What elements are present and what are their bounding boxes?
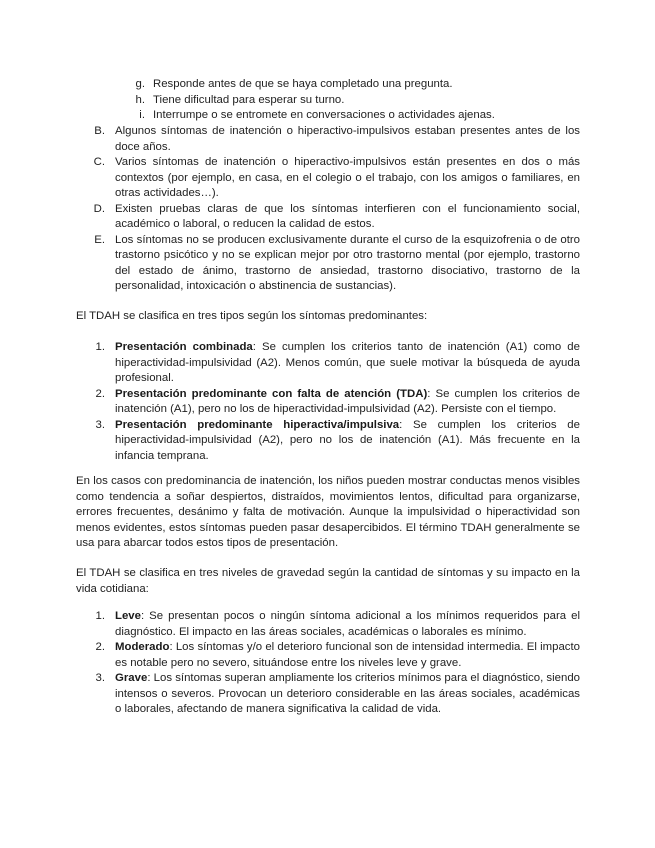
list-item-text: : Se presentan pocos o ningún síntoma adicional a los mínimos requeridos para el diagnóstico. El impacto en las áreas sociales, académicas o laborales es mínimo.	[115, 610, 580, 638]
types-list	[95, 340, 580, 464]
list-item	[94, 233, 580, 295]
list-marker: 2.	[95, 641, 105, 653]
list-item	[135, 77, 553, 93]
list-item	[95, 387, 580, 418]
list-item-text: Los síntomas no se producen exclusivamente durante el curso de la esquizofrenia o de otro trastorno psicótico y no se explican mejor por otro trastorno mental (por ejemplo, trastorno del estado de ánimo, trastorno de ansiedad, trastorno disociativo, trastorno de la personalidad, intoxicación o abstinencia de sustancias).	[115, 233, 580, 292]
list-item	[93, 155, 580, 202]
inattention-paragraph: En los casos con predominancia de inatención, los niños pueden mostrar conductas menos visibles como tendencia a soñar despiertos, distraídos, movimientos lentos, dificultad para organizarse, errores frecuentes, desánimo y falta de motivación. Aunque la impulsividad o hiperactividad son menos evidentes, estos síntomas pueden pasar desapercibidos. El término TDAH generalmente se usa para abarcar todos estos tipos de presentación.	[76, 475, 580, 549]
list-item-term: Presentación predominante hiperactiva/impulsiva	[115, 418, 400, 431]
list-item-text: Existen pruebas claras de que los síntomas interfieren con el funcionamiento social, académico o laboral, o reducen la calidad de estos.	[115, 202, 580, 230]
list-marker: h.	[135, 93, 145, 106]
list-item-text: : Se cumplen los criterios tanto de inatención (A1) como de hiperactividad-impulsividad (A2). Menos común, que suele motivar la búsqueda de ayuda profesional.	[115, 341, 580, 384]
list-item-term: Presentación predominante con falta de atención (TDA)	[115, 387, 428, 400]
list-marker: B.	[94, 125, 105, 137]
types-intro: El TDAH se clasifica en tres tipos según los síntomas predominantes:	[76, 310, 428, 322]
list-marker: 1.	[95, 341, 105, 353]
list-item	[95, 609, 580, 640]
list-marker: D.	[93, 202, 105, 215]
list-item	[94, 124, 580, 155]
list-marker: 3.	[95, 418, 105, 431]
list-item	[95, 418, 580, 465]
list-item-term: Presentación combinada	[115, 341, 253, 353]
list-item	[95, 640, 580, 671]
list-item-text: Interrumpe o se entromete en conversaciones o actividades ajenas.	[153, 109, 495, 121]
list-marker: 3.	[95, 672, 105, 684]
list-marker: 1.	[95, 610, 105, 622]
list-marker: E.	[94, 233, 105, 246]
list-marker: C.	[93, 156, 105, 168]
list-item	[93, 202, 580, 233]
list-item	[95, 340, 580, 387]
list-item-text: : Se cumplen los criterios de inatención (A1), pero no los de hiperactividad-impulsividad (A2). Persiste con el tiempo.	[115, 387, 580, 415]
list-item-text: Algunos síntomas de inatención o hiperactivo-impulsivos estaban presentes antes de los doce años.	[115, 125, 580, 153]
list-item-term: Leve	[115, 610, 141, 622]
list-item-term: Grave	[115, 672, 148, 684]
list-item-text: : Se cumplen los criterios de hiperactividad-impulsividad (A2), pero no los de inatención (A1). Más frecuente en la infancia temprana.	[115, 418, 580, 462]
list-item-text: Tiene dificultad para esperar su turno.	[153, 93, 345, 106]
severity-list	[95, 609, 580, 718]
list-marker: 2.	[95, 387, 105, 400]
list-item-text: Varios síntomas de inatención o hiperactivo-impulsivos están presentes en dos o más contextos (por ejemplo, en casa, en el colegio o el trabajo, con los amigos o familiares, en otras actividades…).	[115, 156, 580, 199]
list-item-text: : Los síntomas superan ampliamente los criterios mínimos para el diagnóstico, siendo intensos o severos. Provocan un deterioro considerable en las áreas sociales, académicas o laborales, afectando de manera significativa la calidad de vida.	[115, 672, 580, 715]
list-item	[95, 671, 580, 718]
list-item-text: : Los síntomas y/o el deterioro funcional son de intensidad intermedia. El impacto es notable pero no severo, situándose entre los niveles leve y grave.	[115, 641, 580, 669]
list-marker: g.	[135, 78, 145, 90]
severity-intro: El TDAH se clasifica en tres niveles de gravedad según la cantidad de síntomas y su impacto en la vida cotidiana:	[76, 567, 580, 595]
list-item	[139, 108, 553, 124]
list-marker: i.	[139, 109, 145, 121]
list-item	[135, 93, 553, 109]
list-item-term: Moderado	[115, 641, 170, 653]
criteria-subitem-list	[135, 77, 553, 124]
list-item-text: Responde antes de que se haya completado una pregunta.	[153, 78, 453, 90]
criteria-list	[93, 124, 580, 295]
